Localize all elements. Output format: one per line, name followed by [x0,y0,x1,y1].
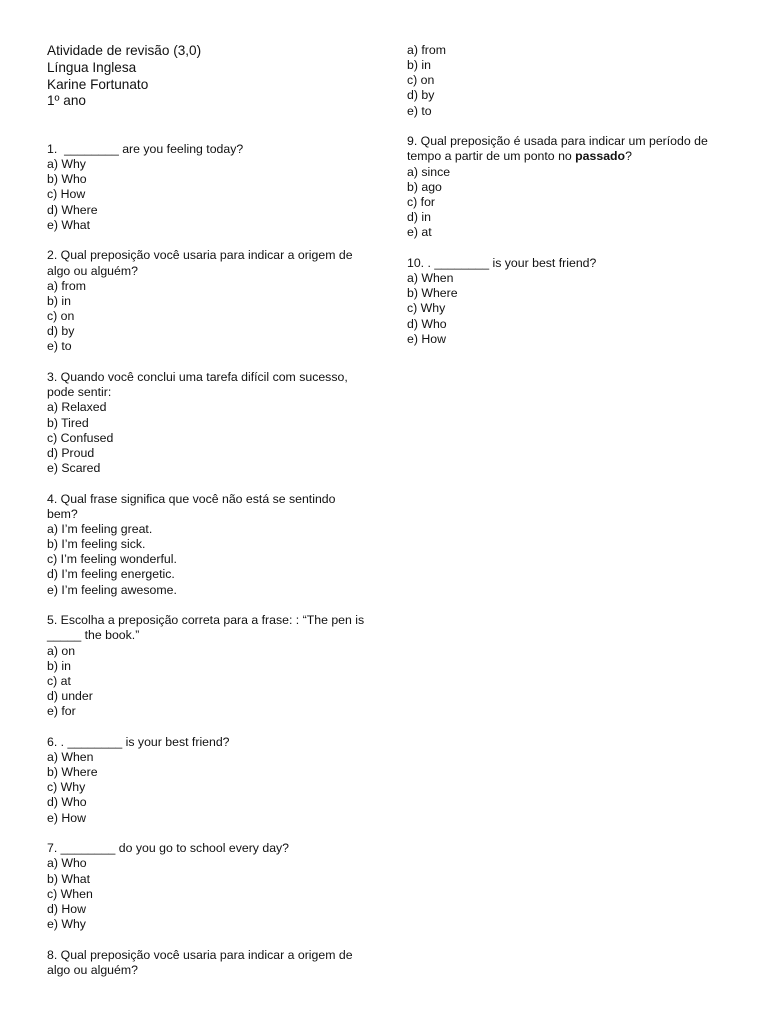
question-2-option-b: b) in [47,293,71,308]
question-9-option-b: b) ago [407,179,442,194]
question-1-option-a: a) Why [47,157,86,172]
question-7-prompt: 7. ________ do you go to school every day? [47,841,290,856]
left-column [47,142,367,994]
question-1-option-e: e) What [47,217,91,232]
question-5-prompt: 5. Escolha a preposição correta para a frase: : “The pen is _____ the book.” [47,613,368,643]
question-3-option-c: c) Confused [47,430,114,445]
question-10 [407,256,727,347]
question-8-option-a: a) from [407,43,446,57]
question-3 [47,370,367,476]
question-7-option-d: d) How [47,901,86,916]
question-9-option-a: a) since [407,164,451,179]
question-9-option-e: e) at [407,225,432,240]
question-5 [47,613,367,719]
question-10-option-a: a) When [407,271,454,286]
question-8-option-e: e) to [407,103,432,118]
worksheet-header [47,43,201,110]
question-6-option-c: c) Why [47,780,86,795]
question-8-options [407,43,727,119]
question-4-option-a: a) I’m feeling great. [47,521,153,536]
question-8-option-c: c) on [407,73,435,88]
question-3-prompt: 3. Quando você conclui uma tarefa difícil com sucesso, pode sentir: [47,370,352,400]
question-9-prompt-end: ? [625,149,632,164]
question-3-option-d: d) Proud [47,445,95,460]
question-3-option-e: e) Scared [47,460,101,475]
question-3-option-a: a) Relaxed [47,400,107,415]
question-2 [47,248,367,354]
question-4-option-c: c) I’m feeling wonderful. [47,552,177,567]
question-6-option-b: b) Where [47,765,98,780]
question-10-option-e: e) How [407,331,446,346]
question-6-option-a: a) When [47,749,94,764]
question-5-option-d: d) under [47,689,93,703]
question-9 [407,134,727,240]
question-10-option-b: b) Where [407,286,458,301]
question-8 [47,948,367,978]
question-4 [47,492,367,598]
question-3-option-b: b) Tired [47,415,89,430]
teacher-name: Karine Fortunato [47,76,149,92]
question-2-option-a: a) from [47,278,86,293]
question-9-option-c: c) for [407,194,436,209]
question-9-option-d: d) in [407,210,431,225]
question-2-prompt: 2. Qual preposição você usaria para indicar a origem de algo ou alguém? [47,248,356,278]
question-8-prompt: 8. Qual preposição você usaria para indicar a origem de algo ou alguém? [47,947,356,977]
question-1-option-c: c) How [47,187,86,202]
question-9-prompt-start: 9. Qual preposição é usada para indicar um período de tempo a partir de um ponto no [407,134,712,164]
subject-name: Língua Inglesa [47,59,137,75]
question-8-option-d: d) by [407,88,435,103]
question-6-prompt: 6. . ________ is your best friend? [47,734,230,749]
question-5-option-e: e) for [47,704,76,719]
question-2-option-e: e) to [47,339,72,354]
question-6-option-d: d) Who [47,795,87,810]
question-10-option-d: d) Who [407,316,447,331]
question-10-prompt: 10. . ________ is your best friend? [407,255,597,270]
question-1-option-b: b) Who [47,172,87,187]
question-5-option-b: b) in [47,658,71,673]
question-5-option-c: c) at [47,673,71,688]
right-column [407,43,727,362]
question-7-option-b: b) What [47,871,91,886]
question-7-option-a: a) Who [47,856,87,871]
activity-title: Atividade de revisão (3,0) [47,43,202,58]
question-9-prompt-emphasis: passado [575,149,626,164]
question-5-option-a: a) on [47,643,76,658]
question-2-option-d: d) by [47,324,75,339]
question-9-prompt [407,134,727,164]
question-1-prompt: 1. ________ are you feeling today? [47,142,244,156]
question-1 [47,142,367,233]
question-4-prompt: 4. Qual frase significa que você não está se sentindo bem? [47,491,339,521]
question-1-option-d: d) Where [47,202,98,217]
question-8-option-b: b) in [407,58,431,73]
question-4-option-e: e) I’m feeling awesome. [47,582,177,597]
question-10-option-c: c) Why [407,301,446,316]
grade-level: 1º ano [47,93,86,109]
question-2-option-c: c) on [47,309,75,324]
question-7 [47,841,367,932]
question-7-option-e: e) Why [47,917,86,932]
question-4-option-b: b) I’m feeling sick. [47,537,146,552]
question-6 [47,735,367,826]
question-7-option-c: c) When [47,886,93,901]
question-6-option-e: e) How [47,810,86,825]
question-4-option-d: d) I’m feeling energetic. [47,567,175,582]
